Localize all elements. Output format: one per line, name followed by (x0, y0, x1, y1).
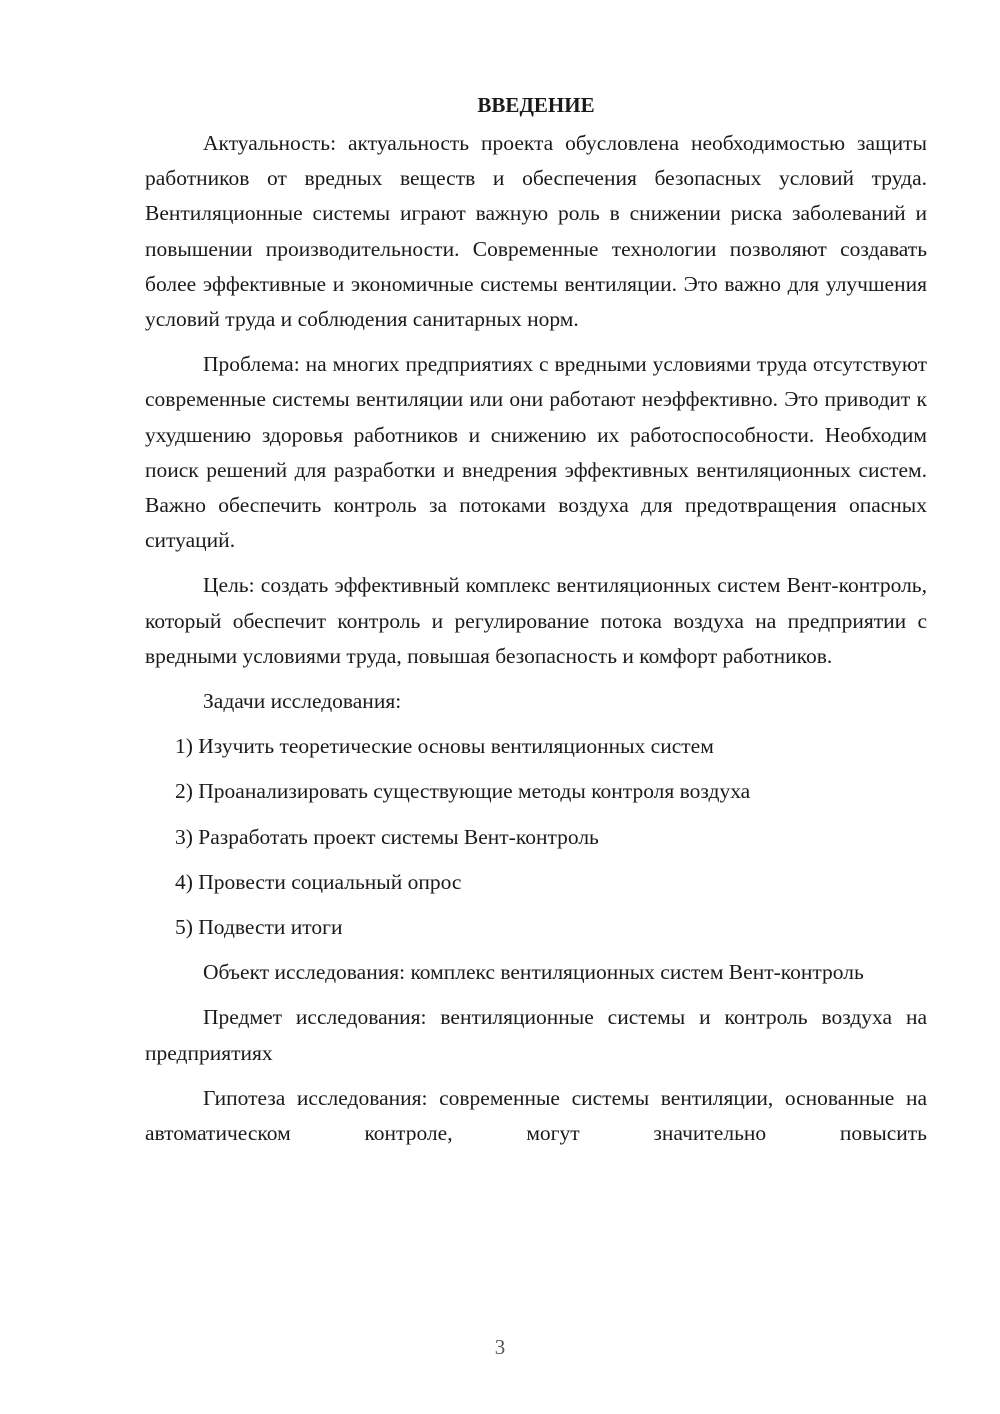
relevance-paragraph: Актуальность: актуальность проекта обусловлена необходимостью защиты работников от вредных веществ и обеспечения безопасных условий труда. Вентиляционные системы играют важную роль в снижении риска заболеваний и повышении производительности. Современные технологии позволяют создавать более эффективные и экономичные системы вентиляции. Это важно для улучшения условий труда и соблюдения санитарных норм. (145, 131, 927, 332)
subject-paragraph: Предмет исследования: вентиляционные системы и контроль воздуха на предприятиях (145, 1005, 927, 1065)
hypothesis-paragraph: Гипотеза исследования: современные системы вентиляции, основанные на автоматическом контроле, могут значительно повысить (145, 1085, 927, 1146)
goal-paragraph: Цель: создать эффективный комплекс вентиляционных систем Вент-контроль, который обеспечит контроль и регулирование потока воздуха на предприятии с вредными условиями труда, повышая безопасность и комфорт работников. (145, 573, 927, 668)
object-paragraph: Объект исследования: комплекс вентиляционных систем Вент-контроль (203, 960, 864, 985)
section-heading: ВВЕДЕНИЕ (477, 93, 595, 117)
problem-paragraph: Проблема: на многих предприятиях с вредными условиями труда отсутствуют современные системы вентиляции или они работают неэффективно. Это приводит к ухудшению здоровья работников и снижению их работоспособности. Необходим поиск решений для разработки и внедрения эффективных вентиляционных систем. Важно обеспечить контроль за потоками воздуха для предотвращения опасных ситуаций. (145, 352, 927, 553)
document-page (145, 90, 927, 1161)
tasks-list (145, 729, 927, 945)
list-item: 4) Провести социальный опрос (175, 869, 462, 894)
tasks-title: Задачи исследования: (203, 689, 402, 714)
list-item: 3) Разработать проект системы Вент-контроль (175, 824, 599, 849)
list-item: 5) Подвести итоги (175, 915, 343, 940)
page-number: 3 (494, 1335, 506, 1359)
list-item: 2) Проанализировать существующие методы контроля воздуха (175, 779, 751, 804)
list-item: 1) Изучить теоретические основы вентиляционных систем (175, 734, 714, 759)
